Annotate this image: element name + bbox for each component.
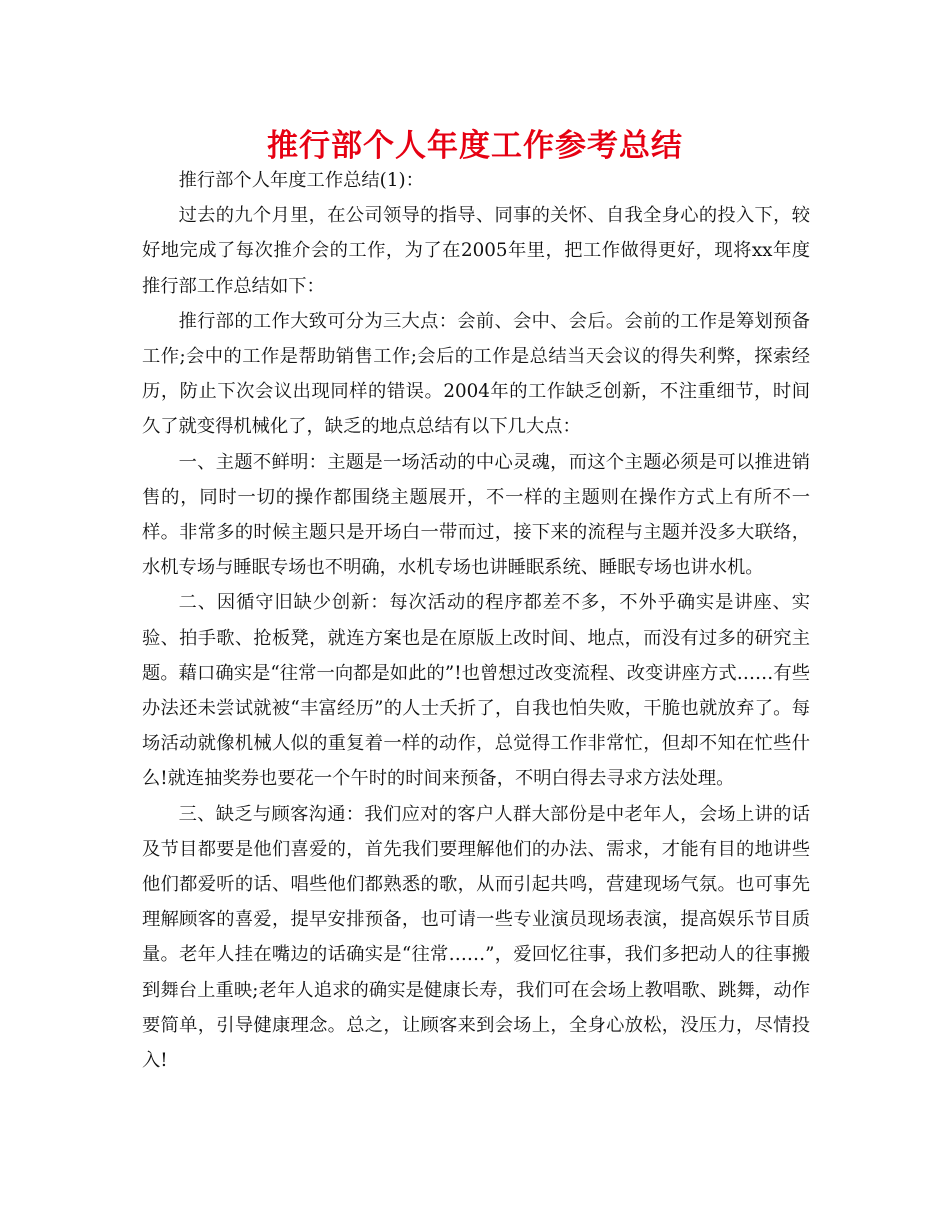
- section-subtitle: 推行部个人年度工作总结(1)：: [178, 170, 424, 191]
- paragraph-point-3: 三、缺乏与顾客沟通：我们应对的客户人群大部份是中老年人，会场上讲的话及节目都要是他们喜爱的，首先我们要理解他们的办法、需求，才能有目的地讲些他们都爱听的话、唱些他们都熟悉的歌，从而引起共鸣，营建现场气氛。也可事先理解顾客的喜爱，提早安排预备，也可请一些专业演员现场表演，提高娱乐节目质量。老年人挂在嘴边的话确实是“往常……”，爱回忆往事，我们多把动人的往事搬到舞台上重映;老年人追求的确实是健康长寿，我们可在会场上教唱歌、跳舞，动作要简单，引导健康理念。总之，让顾客来到会场上，全身心放松，没压力，尽情投入!: [142, 803, 810, 1072]
- document-body: [142, 163, 810, 1078]
- document-title: 推行部个人年度工作参考总结: [267, 128, 683, 164]
- paragraph-point-1: 一、主题不鲜明：主题是一场活动的中心灵魂，而这个主题必须是可以推进销售的，同时一切的操作都围绕主题展开，不一样的主题则在操作方式上有所不一样。非常多的时候主题只是开场白一带而过，接下来的流程与主题并没多大联络，水机专场与睡眠专场也不明确，水机专场也讲睡眠系统、睡眠专场也讲水机。: [142, 451, 810, 579]
- paragraph-overview: 推行部的工作大致可分为三大点：会前、会中、会后。会前的工作是筹划预备工作;会中的工作是帮助销售工作;会后的工作是总结当天会议的得失利弊，探索经历，防止下次会议出现同样的错误。2004年的工作缺乏创新，不注重细节，时间久了就变得机械化了，缺乏的地点总结有以下几大点：: [142, 310, 810, 438]
- paragraph-intro: 过去的九个月里，在公司领导的指导、同事的关怀、自我全身心的投入下，较好地完成了每次推介会的工作，为了在2005年里，把工作做得更好，现将xx年度推行部工作总结如下：: [142, 205, 810, 297]
- paragraph-point-2: 二、因循守旧缺少创新：每次活动的程序都差不多，不外乎确实是讲座、实验、拍手歌、抢板凳，就连方案也是在原版上改时间、地点，而没有过多的研究主题。藉口确实是“往常一向都是如此的”!也曾想过改变流程、改变讲座方式……有些办法还未尝试就被“丰富经历”的人士夭折了，自我也怕失败，干脆也就放弃了。每场活动就像机械人似的重复着一样的动作，总觉得工作非常忙，但却不知在忙些什么!就连抽奖券也要花一个午时的时间来预备，不明白得去寻求方法处理。: [142, 592, 810, 790]
